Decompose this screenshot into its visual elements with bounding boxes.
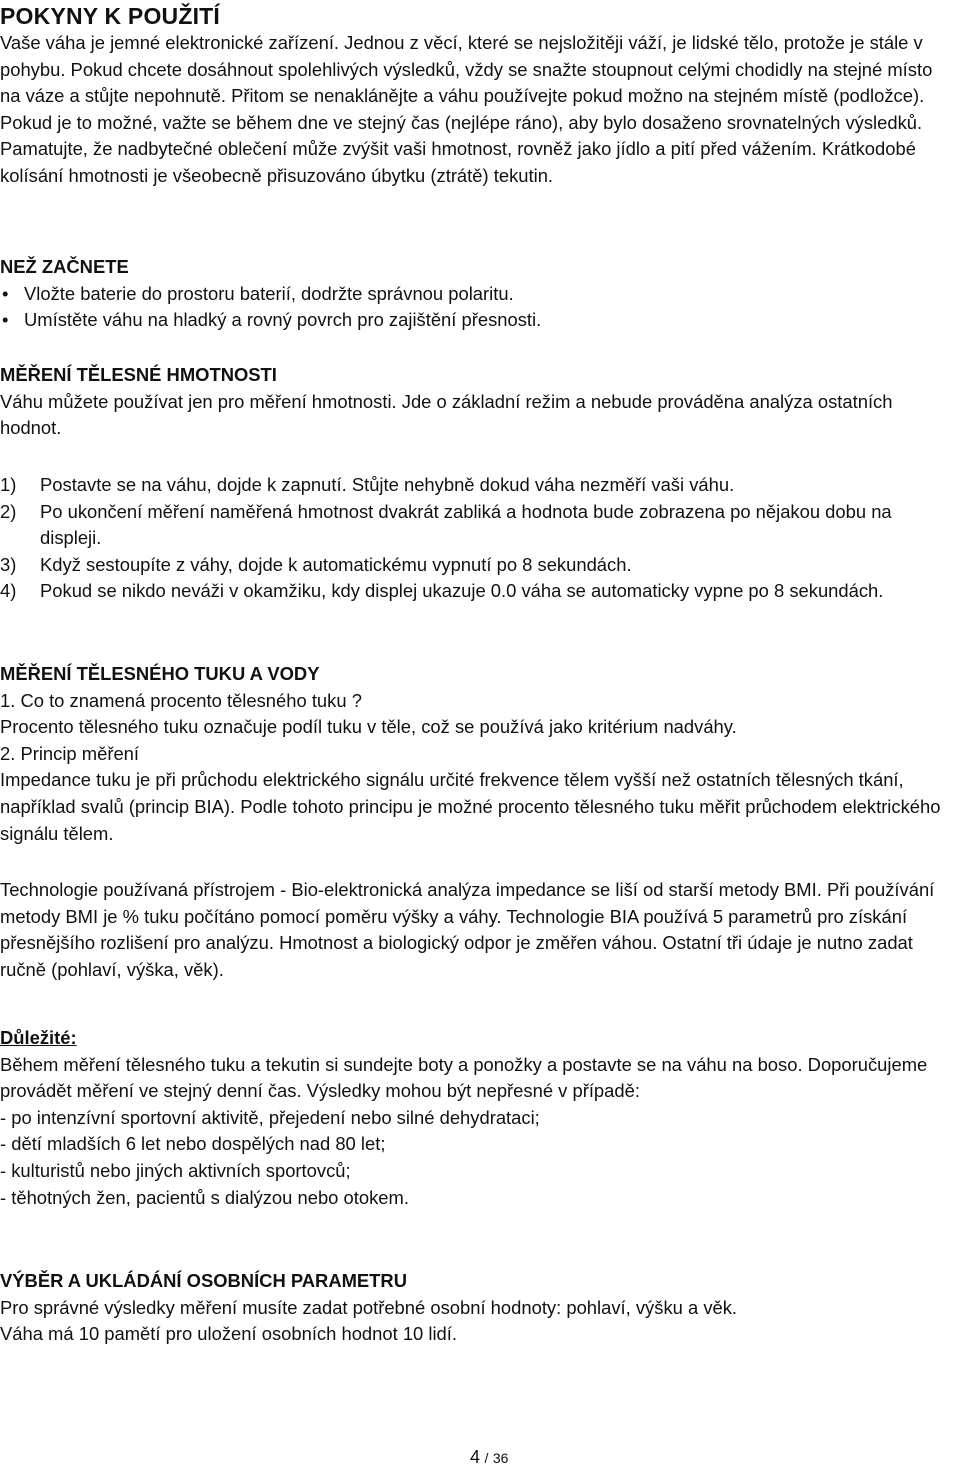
list-item: • Vložte baterie do prostoru baterií, dodržte správnou polaritu. [0, 281, 945, 308]
section-line: Pro správné výsledky měření musíte zadat potřebné osobní hodnoty: pohlaví, výšku a věk. [0, 1296, 738, 1318]
step-number: 4) [0, 580, 17, 602]
step-text: Když sestoupíte z váhy, dojde k automatickému vypnutí po 8 sekundách. [40, 553, 632, 575]
fat-water-section [0, 661, 945, 847]
section-heading: VÝBĚR A UKLÁDÁNÍ OSOBNÍCH PARAMETRU [0, 1270, 407, 1291]
total-pages: 36 [492, 1450, 509, 1466]
personal-params-section [0, 1268, 945, 1348]
list-item: - po intenzívní sportovní aktivitě, přejedení nebo silné dehydrataci; [0, 1106, 540, 1128]
list-item [0, 578, 945, 605]
intro-paragraph: Vaše váha je jemné elektronické zařízení. Jednou z věcí, které se nejsložitěji váží, je lidské tělo, protože je stále v pohybu. Pokud chcete dosáhnout spolehlivých výsledků, vždy se snažte stoupnout celými chodidly na stejné místo na váze a stůjte nepohnutě. Přitom se nenaklánějte a váhu používejte pokud možno na stejném místě (podložce). Pokud je to možné, važte se během dne ve stejný čas (nejlépe ráno), aby bylo dosaženo srovnatelných výsledků. Pamatujte, že nadbytečné oblečení může zvýšit vaši hmotnost, rovněž jako jídlo a pití před vážením. Krátkodobé kolísání hmotnosti je všeobecně přisuzováno úbytku (ztrátě) tekutin. [0, 32, 933, 186]
list-item: - dětí mladších 6 let nebo dospělých nad 80 let; [0, 1133, 386, 1155]
important-heading: Důležité: [0, 1027, 77, 1048]
intro-section [0, 30, 945, 190]
step-number: 2) [0, 500, 17, 522]
answer: Impedance tuku je při průchodu elektrického signálu určité frekvence tělem vyšší než ostatních tělesných tkání, například svalů (princip BIA). Podle tohoto principu je možné procento tělesného tuku měřit průchodem elektrického signálu tělem. [0, 769, 941, 844]
current-page: 4 [470, 1447, 481, 1467]
step-text: Postavte se na váhu, dojde k zapnutí. Stůjte nehybně dokud váha nezměří vaši váhu. [40, 474, 735, 495]
section-heading: MĚŘENÍ TĚLESNÉHO TUKU A VODY [0, 663, 320, 684]
step-number: 3) [0, 553, 17, 575]
important-section [0, 1025, 945, 1211]
weight-measurement-section [0, 362, 945, 442]
important-paragraph: Během měření tělesného tuku a tekutin si sundejte boty a ponožky a postavte se na váhu na boso. Doporučujeme provádět měření ve stejný denní čas. Výsledky mohou být nepřesné v případě: [0, 1053, 928, 1102]
list-item: - těhotných žen, pacientů s dialýzou nebo otokem. [0, 1186, 409, 1208]
page-separator: / [484, 1450, 489, 1466]
page-title: POKYNY K POUŽITÍ [0, 3, 221, 29]
weight-steps [0, 472, 945, 605]
step-text: Pokud se nikdo neváži v okamžiku, kdy displej ukazuje 0.0 váha se automaticky vypne po 8 sekundách. [40, 580, 884, 602]
list-item [0, 499, 945, 552]
list-item [0, 472, 945, 499]
step-text: Po ukončení měření naměřená hmotnost dvakrát zabliká a hodnota bude zobrazena po nějakou dobu na displeji. [40, 500, 892, 549]
step-number: 1) [0, 474, 17, 495]
section-paragraph: Váhu můžete používat jen pro měření hmotnosti. Jde o základní režim a nebude prováděna analýza ostatních hodnot. [0, 390, 893, 439]
section-heading: MĚŘENÍ TĚLESNÉ HMOTNOSTI [0, 364, 277, 385]
technology-paragraph: Technologie používaná přístrojem - Bio-elektronická analýza impedance se liší od starší metody BMI. Při používání metody BMI je % tuku počítáno pomocí poměru výšky a váhy. Technologie BIA používá 5 parametrů pro získání přesnějšího rozlišení pro analýzu. Hmotnost a biologický odpor je změřen váhou. Ostatní tři údaje je nutno zadat ručně (pohlaví, výška, věk). [0, 879, 935, 980]
answer: Procento tělesného tuku označuje podíl tuku v těle, což se používá jako kritérium nadváhy. [0, 716, 737, 738]
section-line: Váha má 10 pamětí pro uložení osobních hodnot 10 lidí. [0, 1323, 458, 1345]
list-item: - kulturistů nebo jiných aktivních sportovců; [0, 1159, 351, 1181]
section-heading: NEŽ ZAČNETE [0, 256, 129, 277]
question: 1. Co to znamená procento tělesného tuku ? [0, 689, 362, 711]
technology-section [0, 877, 945, 983]
numbered-list [0, 472, 945, 605]
bullet-list [0, 281, 945, 334]
dash-list [0, 1105, 945, 1211]
page-number [470, 1448, 570, 1468]
list-item [0, 552, 945, 579]
list-item: • Umístěte váhu na hladký a rovný povrch pro zajištění přesnosti. [0, 307, 945, 334]
question: 2. Princip měření [0, 742, 140, 764]
before-start-section [0, 254, 945, 334]
